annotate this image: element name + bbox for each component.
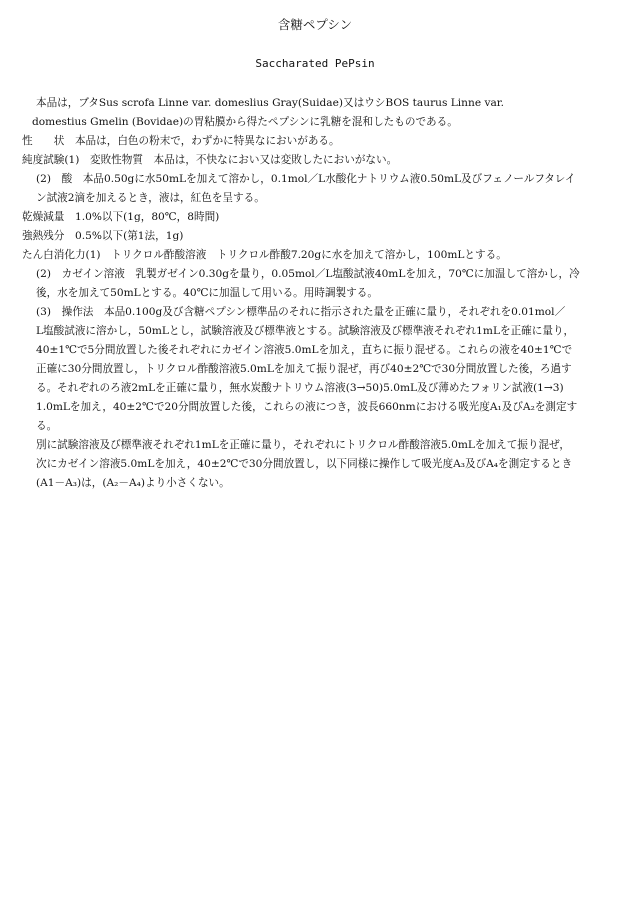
text-line: 強熱残分 0.5%以下(第1法，1g) [22, 230, 184, 242]
text-line: 後，水を加えて50mLとする。40℃に加温して用いる。用時調製する。 [36, 287, 378, 299]
text-line: る。それぞれのろ液2mLを正確に量り，無水炭酸ナトリウム溶液(3→50)5.0mL及び薄めたフォリン試液(1→3) [36, 382, 564, 394]
text-line: 別に試験溶液及び標準液それぞれ1mLを正確に量り，それぞれにトリクロル酢酸溶液5.0mLを加えて振り混ぜ， [36, 439, 570, 451]
text-line: 性 状 本品は，白色の粉末で，わずかに特異なにおいがある。 [22, 135, 340, 147]
text-line: たん白消化力(1) トリクロル酢酸溶液 トリクロル酢酸7.20gに水を加えて溶かし，100mLとする。 [22, 249, 507, 261]
document-body [22, 94, 616, 493]
text-line: る。 [36, 420, 58, 432]
text-line: (2) カゼイン溶液 乳製ガゼイン0.30gを量り，0.05mol／L塩酸試液40mLを加え，70℃に加温して溶かし，冷 [36, 268, 580, 280]
text-line: ン試液2滴を加えるとき，液は，紅色を呈する。 [36, 192, 265, 204]
text-line: (3) 操作法 本品0.100g及び含糖ペプシン標準品のそれに指示された量を正確に量り，それぞれを0.01mol／ [36, 306, 566, 318]
text-line: domestius Gmelin (Bovidae)の胃粘膜から得たペプシンに乳糖を混和したものである。 [32, 116, 458, 128]
text-line: (A1－A₃)は，(A₂－A₄)より小さくない。 [36, 477, 230, 489]
text-line: 乾燥減量 1.0%以下(1g，80℃，8時間) [22, 211, 220, 223]
text-line: 40±1℃で5分間放置した後それぞれにカゼイン溶液5.0mLを加え，直ちに振り混ぜる。これらの液を40±1℃で [36, 344, 573, 356]
text-line: L塩酸試液に溶かし，50mLとし，試験溶液及び標準液とする。試験溶液及び標準液それぞれ1mLを正確に量り， [36, 325, 575, 337]
text-line: 正確に30分間放置し，トリクロル酢酸溶液5.0mLを加えて振り混ぜ，再び40±2℃で30分間放置した後，ろ過す [36, 363, 572, 375]
page-subtitle: Saccharated PePsin [255, 57, 375, 70]
text-line: 本品は，ブタSus scrofa Linne var. domeslius Gray(Suidae)又はウシBOS taurus Linne var. [36, 97, 505, 109]
text-line: 純度試験(1) 変敗性物質 本品は，不快なにおい又は変敗したにおいがない。 [22, 154, 398, 166]
text-line: 1.0mLを加え，40±2℃で20分間放置した後，これらの液につき，波長660nmにおける吸光度A₁及びA₂を測定す [36, 401, 578, 413]
page-title: 含糖ペプシン [277, 17, 353, 32]
text-line: 次にカゼイン溶液5.0mLを加え，40±2℃で30分間放置し，以下同様に操作して吸光度A₃及びA₄を測定するとき [36, 458, 573, 470]
text-line: (2) 酸 本品0.50gに水50mLを加えて溶かし，0.1mol／L水酸化ナトリウム液0.50mL及びフェノールフタレイ [36, 173, 576, 185]
